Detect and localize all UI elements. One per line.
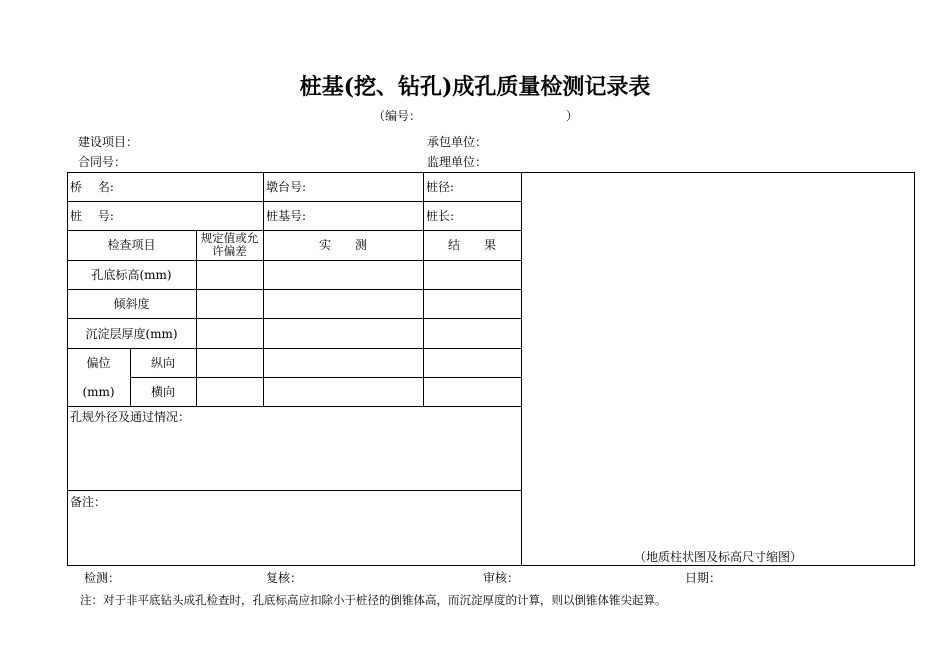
pile-base-label: 桩基号: — [266, 209, 307, 223]
audit-label: 审核： — [483, 571, 520, 585]
row-transverse: 横向 — [150, 385, 175, 399]
row-line — [67, 289, 521, 290]
row-line — [67, 230, 521, 231]
pier-label: 墩台号: — [266, 180, 307, 194]
remark-label: 备注： — [70, 495, 107, 509]
row-offset-unit: (mm) — [82, 385, 115, 399]
contractor-label: 承包单位： — [427, 135, 488, 149]
col-line — [263, 230, 264, 406]
bridge-label: 桥 名: — [70, 180, 114, 194]
pile-length-label: 桩长: — [426, 209, 455, 223]
col-line — [263, 172, 264, 230]
supervisor-label: 监理单位： — [427, 155, 488, 169]
pile-diameter-label: 桩径: — [426, 180, 455, 194]
col-spec-header-line1: 规定值或允 — [200, 231, 259, 245]
row-line — [67, 201, 521, 202]
col-measured-header: 实 测 — [318, 238, 367, 252]
col-result-header: 结 果 — [447, 238, 496, 252]
diagram-caption: （地质柱状图及标高尺寸缩图） — [633, 550, 802, 564]
inspect-label: 检测： — [84, 571, 121, 585]
row-line — [67, 260, 521, 261]
table-border-bottom — [67, 565, 915, 566]
row-line — [67, 406, 521, 407]
row-sediment: 沉淀层厚度(mm) — [85, 327, 178, 341]
table-border-top — [67, 172, 915, 173]
pile-no-label: 桩 号: — [70, 209, 114, 223]
row-longitudinal: 纵向 — [150, 356, 175, 370]
page-title: 桩基(挖、钻孔)成孔质量检测记录表 — [299, 74, 651, 100]
col-item-header: 检查项目 — [107, 238, 156, 252]
code-open: （编号： — [373, 109, 422, 123]
date-label: 日期： — [685, 571, 722, 585]
col-spec-header-line2: 许偏差 — [212, 244, 247, 258]
table-border-right — [914, 172, 915, 566]
project-label: 建设项目： — [78, 135, 139, 149]
col-line — [423, 172, 424, 230]
row-line — [67, 318, 521, 319]
row-hole-elevation: 孔底标高(mm) — [91, 268, 172, 282]
row-line — [67, 490, 521, 491]
recheck-label: 复核： — [266, 571, 303, 585]
contract-label: 合同号： — [78, 155, 127, 169]
row-line — [130, 377, 521, 378]
code-close: ） — [566, 109, 579, 123]
hole-spec-label: 孔规外径及通过情况： — [70, 410, 191, 424]
diagram-divider — [521, 172, 522, 566]
row-offset: 偏位 — [86, 356, 111, 370]
col-line — [423, 230, 424, 406]
row-tilt: 倾斜度 — [113, 297, 150, 311]
footnote: 注：对于非平底钻头成孔检查时，孔底标高应扣除小于桩径的倒锥体高，而沉淀厚度的计算，则以倒锥体锥尖起算。 — [80, 593, 667, 607]
row-line — [67, 348, 521, 349]
